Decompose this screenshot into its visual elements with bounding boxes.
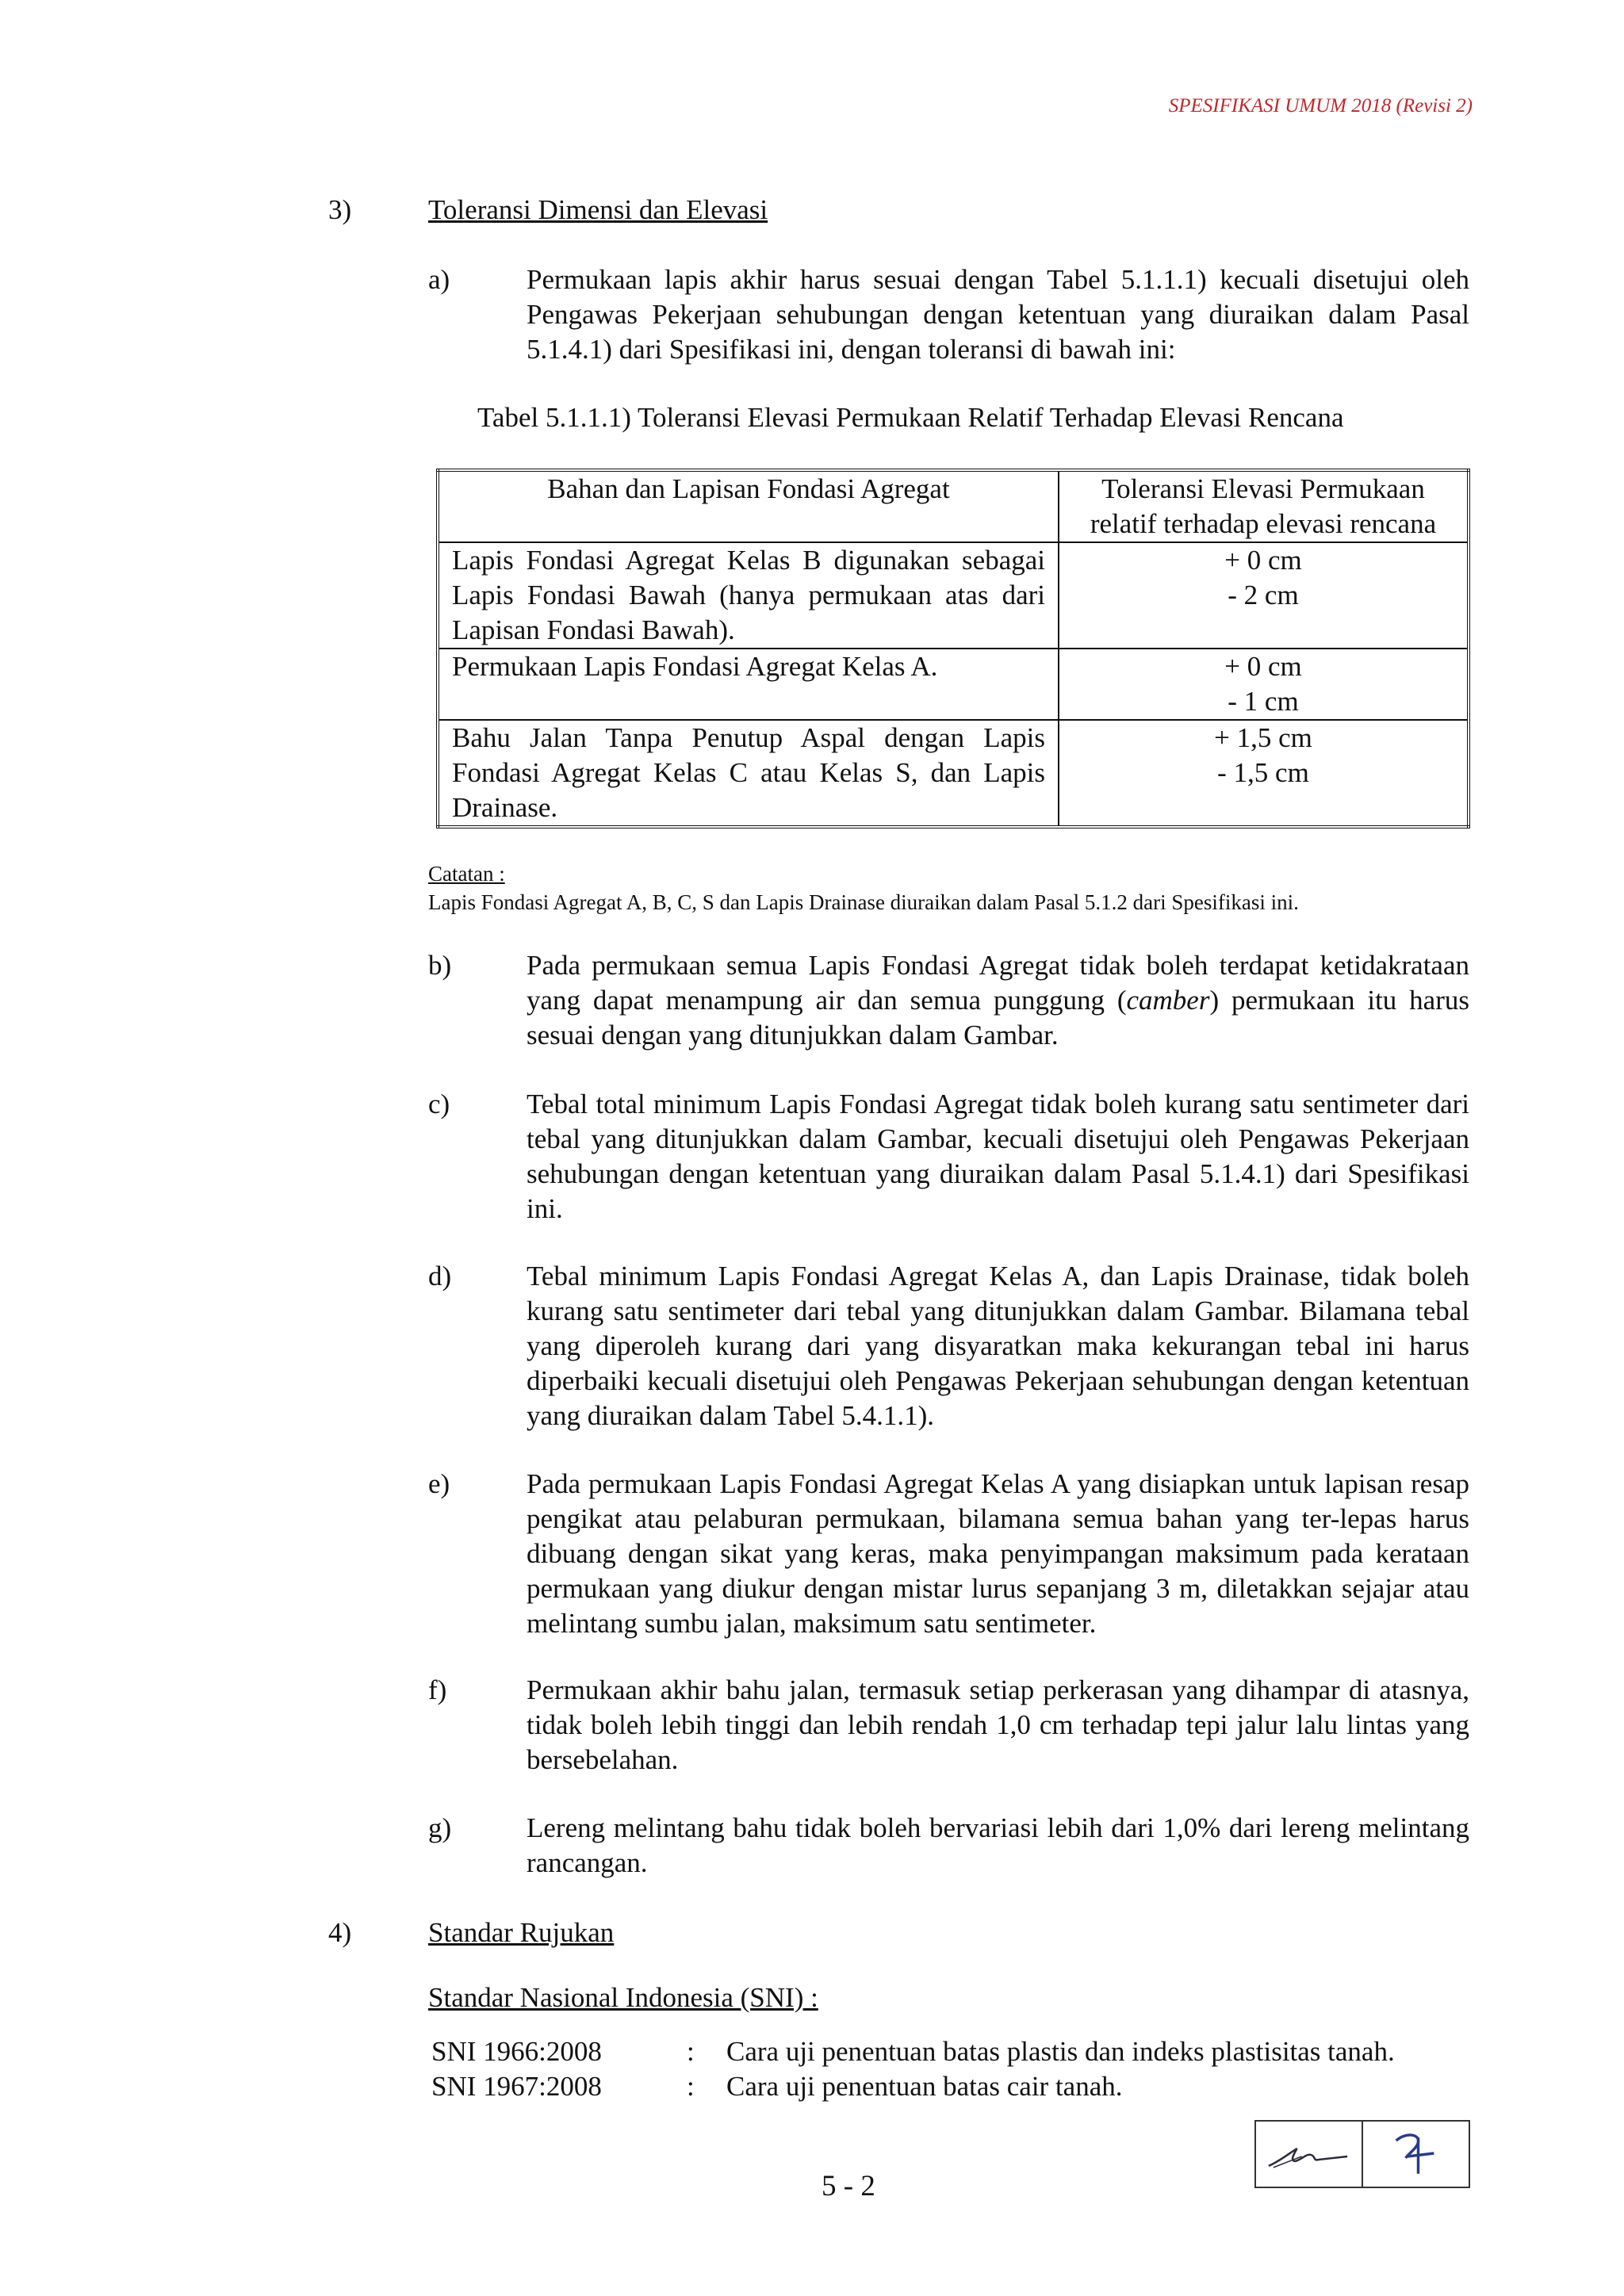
item-label: b) [428,950,452,981]
row-tolerance [1059,649,1469,720]
note-text: Lapis Fondasi Agregat A, B, C, S dan Lapis Drainase diuraikan dalam Pasal 5.1.2 dari Spesifikasi ini. [428,890,1299,914]
item-text: Permukaan akhir bahu jalan, termasuk setiap perkerasan yang dihampar di atasnya, tidak boleh lebih tinggi dan lebih rendah 1,0 cm terhadap tepi jalur lalu lintas yang bersebelahan. [527,1674,1469,1775]
item-label: e) [428,1468,450,1499]
list-item-f [428,1673,1469,1777]
item-text: Permukaan lapis akhir harus sesuai dengan Tabel 5.1.1.1) kecuali disetujui oleh Pengawas Pekerjaan sehubungan dengan ketentuan yang diuraikan dalam Pasal 5.1.4.1) dari Spesifikasi ini, dengan toleransi di bawah ini: [527,264,1469,365]
section-title: Toleransi Dimensi dan Elevasi [428,194,768,225]
list-item-c [428,1087,1469,1226]
sni-colon: : [687,2071,695,2102]
tolerance-plus: + 0 cm [1224,545,1302,576]
sni-description: Cara uji penentuan batas cair tanah. [726,2071,1123,2102]
header-tolerance-line2: relatif terhadap elevasi rencana [1090,508,1437,539]
table-row [438,542,1469,649]
note-heading: Catatan : [428,862,505,886]
table-row [438,649,1469,720]
signature-cell [1256,2122,1362,2187]
row-material: Bahu Jalan Tanpa Penutup Aspal dengan Lapis Fondasi Agregat Kelas C atau Kelas S, dan Lapis Drainase. [438,720,1059,827]
running-header: SPESIFIKASI UMUM 2018 (Revisi 2) [1168,95,1473,117]
list-item-b [428,948,1469,1053]
section-number: 3) [328,194,352,225]
list-item-e [428,1467,1469,1641]
page-number: 5 - 2 [822,2170,875,2202]
row-material: Lapis Fondasi Agregat Kelas B digunakan sebagai Lapis Fondasi Bawah (hanya permukaan atas dari Lapisan Fondasi Bawah). [438,542,1059,649]
list-item-a [428,262,1469,367]
list-item-d [428,1259,1469,1433]
item-text: Tebal total minimum Lapis Fondasi Agregat tidak boleh kurang satu sentimeter dari tebal yang ditunjukkan dalam Gambar, kecuali disetujui oleh Pengawas Pekerjaan sehubungan dengan ketentuan yang diuraikan dalam Pasal 5.1.4.1) dari Spesifikasi ini. [527,1089,1469,1224]
tolerance-minus: - 1,5 cm [1217,757,1309,788]
tolerance-table [436,469,1470,828]
sni-entry [431,2069,1123,2104]
tolerance-minus: - 2 cm [1228,580,1299,610]
initial-cell [1362,2122,1469,2187]
item-text-part: ) permukaan itu harus sesuai dengan yang ditunjukkan dalam Gambar. [527,985,1469,1050]
item-text: Pada permukaan Lapis Fondasi Agregat Kelas A yang disiapkan untuk lapisan resap pengikat atau pelaburan permukaan, bilamana semua bahan yang ter-lepas harus dibuang dengan sikat yang keras, maka penyimpangan maksimum pada kerataan permukaan yang diukur dengan mistar lurus sepanjang 3 m, diletakkan sejajar atau melintang sumbu jalan, maksimum satu sentimeter. [527,1468,1469,1639]
paraf-box [1254,2120,1470,2188]
tolerance-plus: + 0 cm [1224,651,1302,682]
item-label: d) [428,1261,452,1292]
sni-colon: : [687,2036,695,2067]
list-item-g [428,1811,1469,1881]
item-label: f) [428,1674,447,1705]
table-row [438,720,1469,827]
item-label: a) [428,264,450,295]
item-text: Tebal minimum Lapis Fondasi Agregat Kelas A, dan Lapis Drainase, tidak boleh kurang satu sentimeter dari tebal yang ditunjukkan dalam Gambar. Bilamana tebal yang diperoleh kurang dari yang disyaratkan maka kekurangan tebal ini harus diperbaiki kecuali disetujui oleh Pengawas Pekerjaan sehubungan dengan ketentuan yang diuraikan dalam Tabel 5.4.1.1). [527,1261,1469,1431]
sni-heading: Standar Nasional Indonesia (SNI) : [428,1982,818,2013]
sni-code: SNI 1966:2008 [431,2036,602,2067]
item-label: c) [428,1089,450,1119]
sni-entry [431,2034,1395,2069]
row-tolerance [1059,720,1469,827]
section-title: Standar Rujukan [428,1917,615,1948]
table-caption: Tabel 5.1.1.1) Toleransi Elevasi Permukaan Relatif Terhadap Elevasi Rencana [477,402,1344,433]
tolerance-minus: - 1 cm [1228,686,1299,717]
sni-description: Cara uji penentuan batas plastis dan indeks plastisitas tanah. [726,2036,1395,2067]
item-text [527,948,1469,1053]
sni-code: SNI 1967:2008 [431,2071,602,2102]
tolerance-plus: + 1,5 cm [1214,722,1312,753]
item-text-part: Pada permukaan semua Lapis Fondasi Agregat tidak boleh terdapat ketidakrataan yang dapat menampung air dan semua punggung ( [527,950,1469,1016]
row-material: Permukaan Lapis Fondasi Agregat Kelas A. [438,649,1059,720]
item-text: Lereng melintang bahu tidak boleh bervariasi lebih dari 1,0% dari lereng melintang rancangan. [527,1812,1469,1878]
section-number: 4) [328,1917,352,1948]
header-tolerance [1059,470,1469,542]
row-tolerance [1059,542,1469,649]
item-label: g) [428,1812,452,1843]
table-header-row [438,470,1469,542]
header-material: Bahan dan Lapisan Fondasi Agregat [438,470,1059,542]
item-text-italic: camber [1126,985,1210,1016]
table-note [428,859,1299,916]
signature-mark [1256,2122,1362,2187]
initial-mark [1363,2122,1469,2187]
header-tolerance-line1: Toleransi Elevasi Permukaan [1101,473,1425,504]
